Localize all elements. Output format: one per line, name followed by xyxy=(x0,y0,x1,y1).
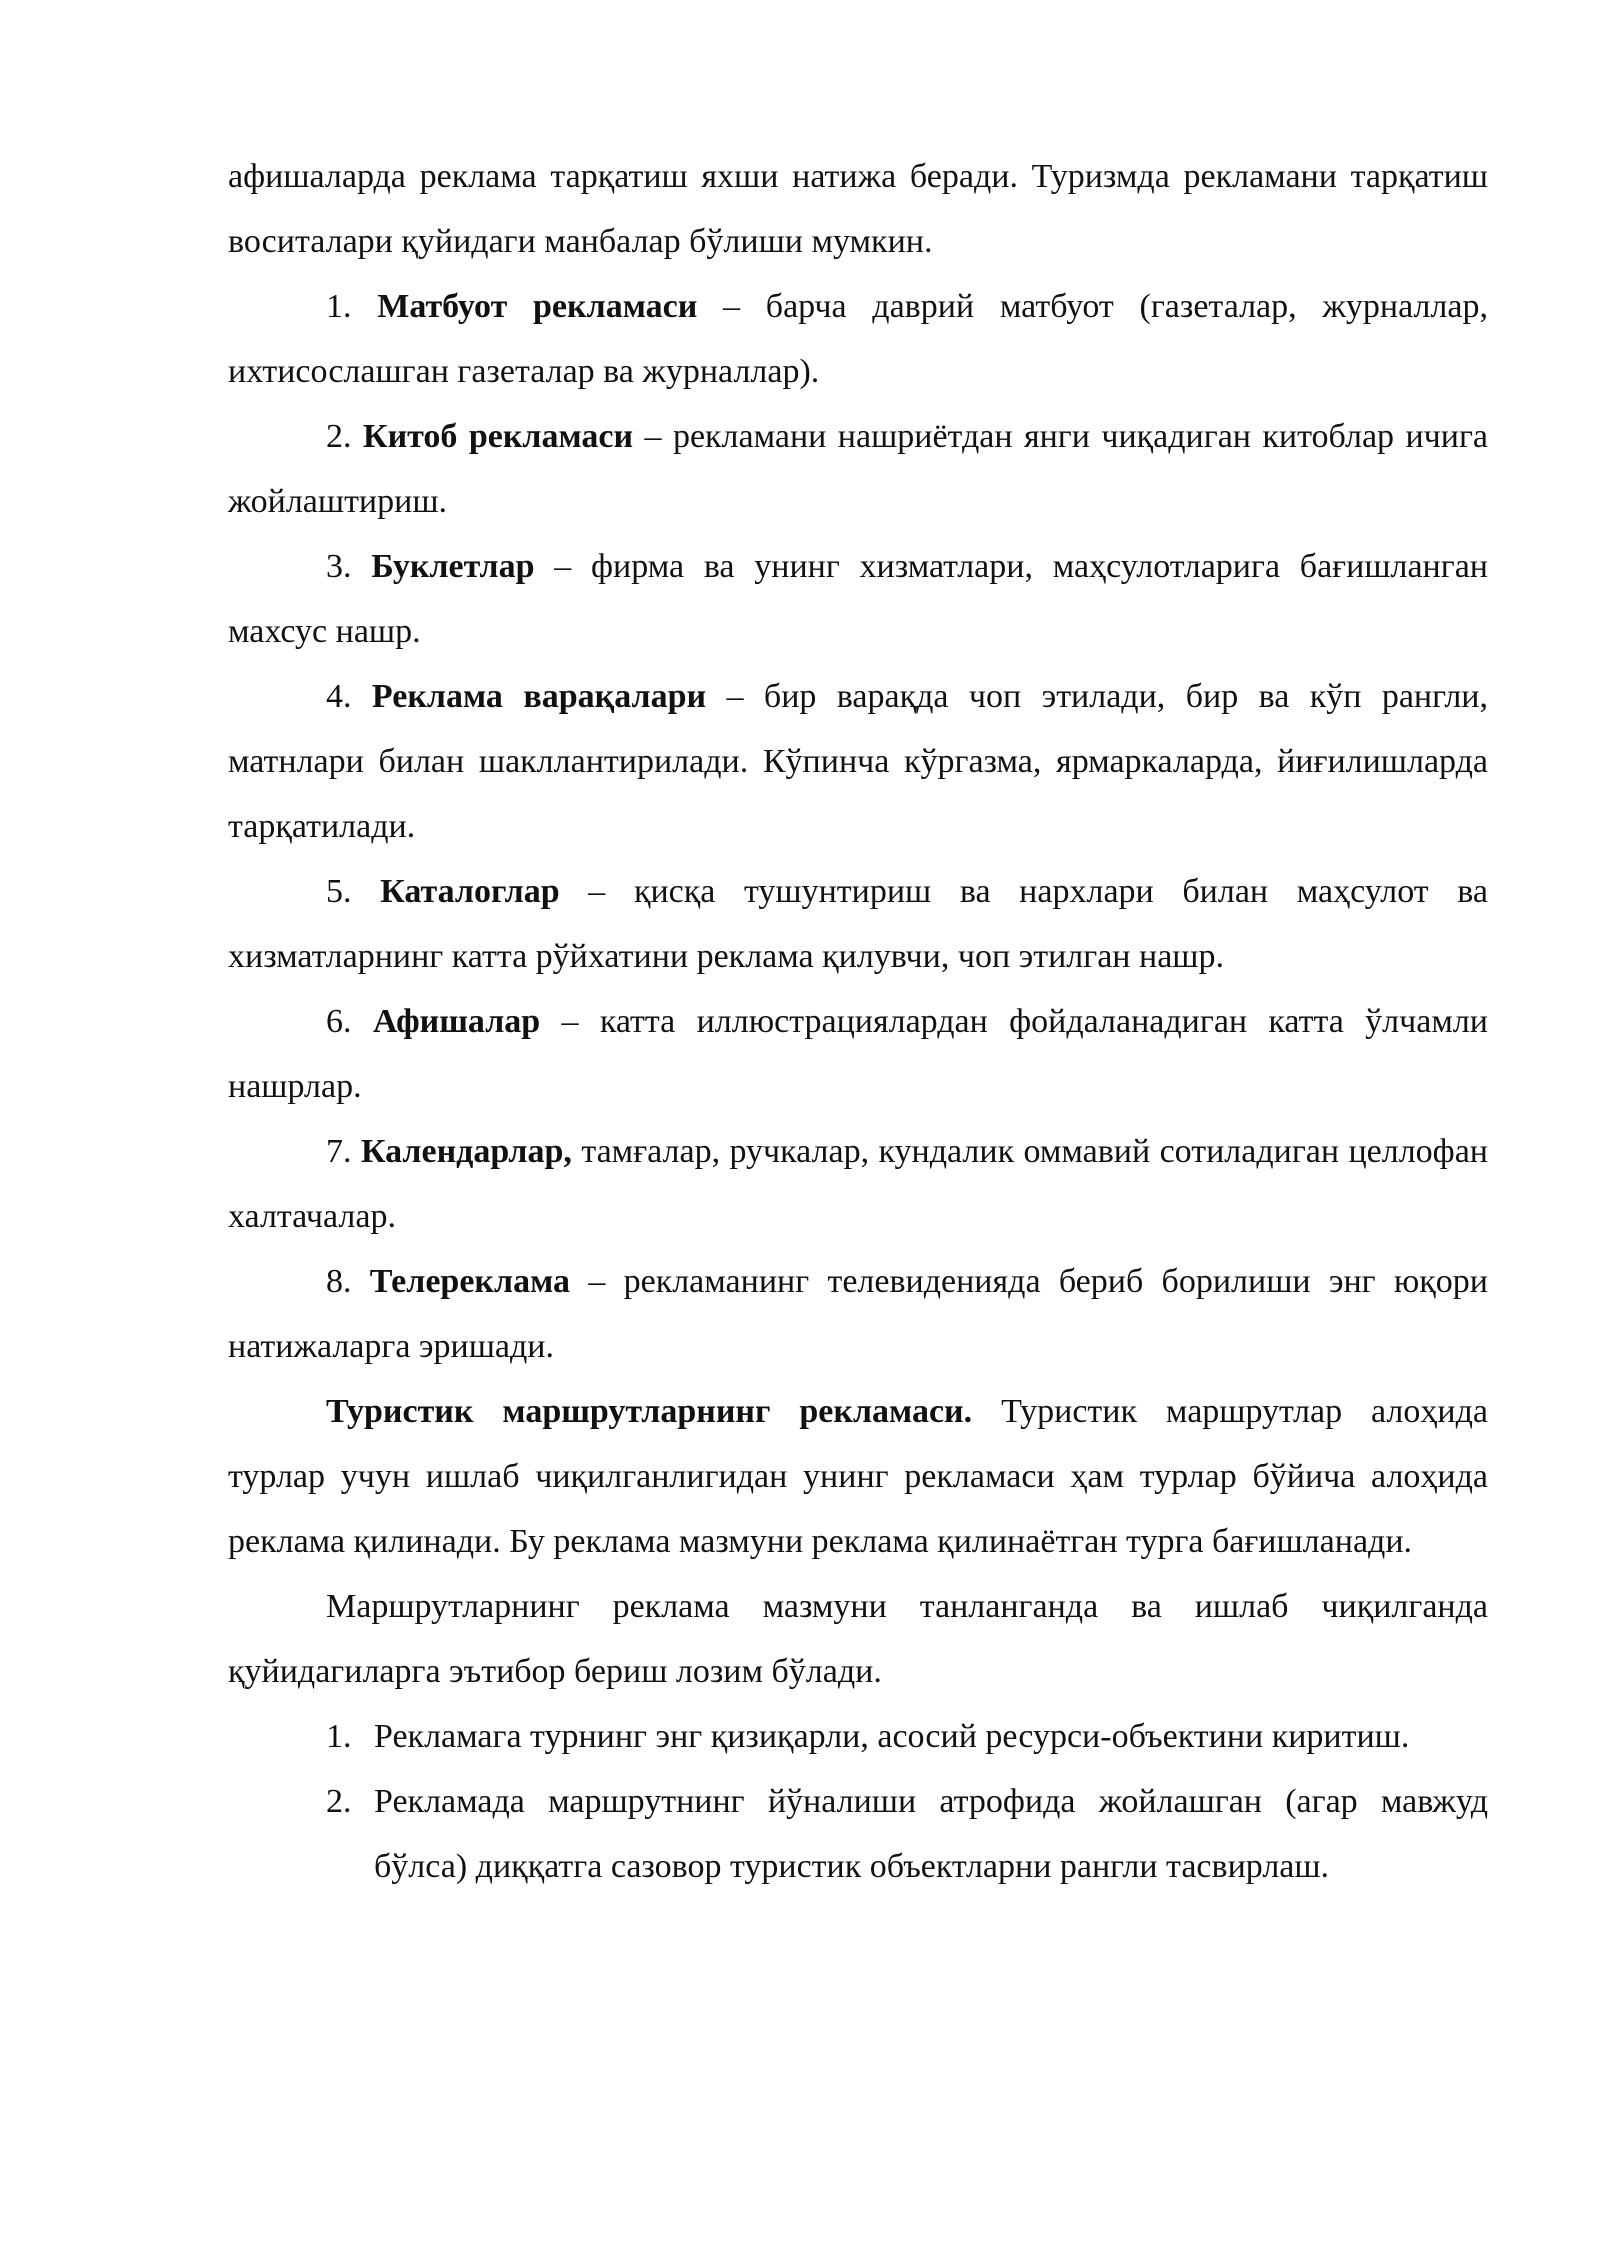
media-item-number: 1. xyxy=(326,288,352,325)
media-item-description: тамғалар, ручкалар, кундалик оммавий сотиладиган целлофан халтачалар. xyxy=(228,1133,1488,1235)
media-item-description: – рекламанинг телевиденияда бериб борилиши энг юқори натижаларга эришади. xyxy=(228,1263,1489,1365)
media-item-term: Каталоглар xyxy=(380,873,560,910)
media-item-term: Календарлар, xyxy=(360,1133,572,1170)
list-item xyxy=(228,1704,1488,1769)
media-item-number: 3. xyxy=(326,548,352,585)
section-paragraph xyxy=(228,1379,1488,1574)
media-item-7 xyxy=(228,1119,1488,1249)
requirements-paragraph: Маршрутларнинг реклама мазмуни танланганда ва ишлаб чиқилганда қуйидагиларга эътибор бериш лозим бўлади. xyxy=(228,1588,1488,1690)
media-item-description: – катта иллюстрациялардан фойдаланадиган катта ўлчамли нашрлар. xyxy=(228,1003,1489,1105)
media-item-3 xyxy=(228,534,1488,664)
media-item-term: Китоб рекламаси xyxy=(362,418,634,455)
media-item-4 xyxy=(228,664,1488,859)
document-body xyxy=(228,144,1488,1899)
media-item-8 xyxy=(228,1249,1488,1379)
media-item-5 xyxy=(228,859,1488,989)
media-item-number: 8. xyxy=(326,1263,352,1300)
media-item-number: 4. xyxy=(326,678,352,715)
media-item-description: – рекламани нашриётдан янги чиқадиган китоблар ичига жойлаштириш. xyxy=(228,418,1488,520)
list-item-number: 2. xyxy=(326,1783,352,1820)
list-item-text: Рекламада маршрутнинг йўналиши атрофида жойлашган (агар мавжуд бўлса) диққатга сазовор туристик объектларни рангли тасвирлаш. xyxy=(374,1783,1488,1885)
media-item-description: – бир варақда чоп этилади, бир ва кўп рангли, матнлари билан шакллантирилади. Кўпинча кўргазма, ярмаркаларда, йиғилишларда тарқатилади. xyxy=(228,678,1489,845)
media-item-term: Реклама варақалари xyxy=(371,678,707,715)
media-item-description: – барча даврий матбуот (газеталар, журналлар, ихтисослашган газеталар ва журналлар). xyxy=(228,288,1488,390)
intro-paragraph: афишаларда реклама тарқатиш яхши натижа беради. Туризмда рекламани тарқатиш воситалари қуйидаги манбалар бўлиши мумкин. xyxy=(228,158,1488,260)
media-item-term: Матбуот рекламаси xyxy=(377,288,698,325)
media-item-number: 2. xyxy=(326,418,352,455)
media-item-term: Афишалар xyxy=(372,1003,541,1040)
list-item-text: Рекламага турнинг энг қизиқарли, асосий ресурси-объектини киритиш. xyxy=(374,1718,1410,1755)
section-heading: Туристик маршрутларнинг рекламаси. xyxy=(326,1393,973,1430)
media-item-term: Телереклама xyxy=(369,1263,571,1300)
media-item-description: – қисқа тушунтириш ва нархлари билан маҳсулот ва хизматларнинг катта рўйхатини реклама қилувчи, чоп этилган нашр. xyxy=(228,873,1488,975)
media-item-1 xyxy=(228,274,1488,404)
media-item-number: 5. xyxy=(326,873,352,910)
requirements-list xyxy=(228,1704,1488,1899)
media-item-number: 7. xyxy=(326,1133,352,1170)
media-item-6 xyxy=(228,989,1488,1119)
list-item xyxy=(228,1769,1488,1899)
media-item-description: – фирма ва унинг хизматлари, маҳсулотларига бағишланган махсус нашр. xyxy=(228,548,1488,650)
list-item-number: 1. xyxy=(326,1718,352,1755)
media-item-number: 6. xyxy=(326,1003,352,1040)
media-item-term: Буклетлар xyxy=(371,548,535,585)
section-text: Туристик маршрутлар алоҳида турлар учун ишлаб чиқилганлигидан унинг рекламаси ҳам турлар бўйича алоҳида реклама қилинади. Бу реклама мазмуни реклама қилинаётган турга бағишланади. xyxy=(228,1393,1488,1560)
media-item-2 xyxy=(228,404,1488,534)
